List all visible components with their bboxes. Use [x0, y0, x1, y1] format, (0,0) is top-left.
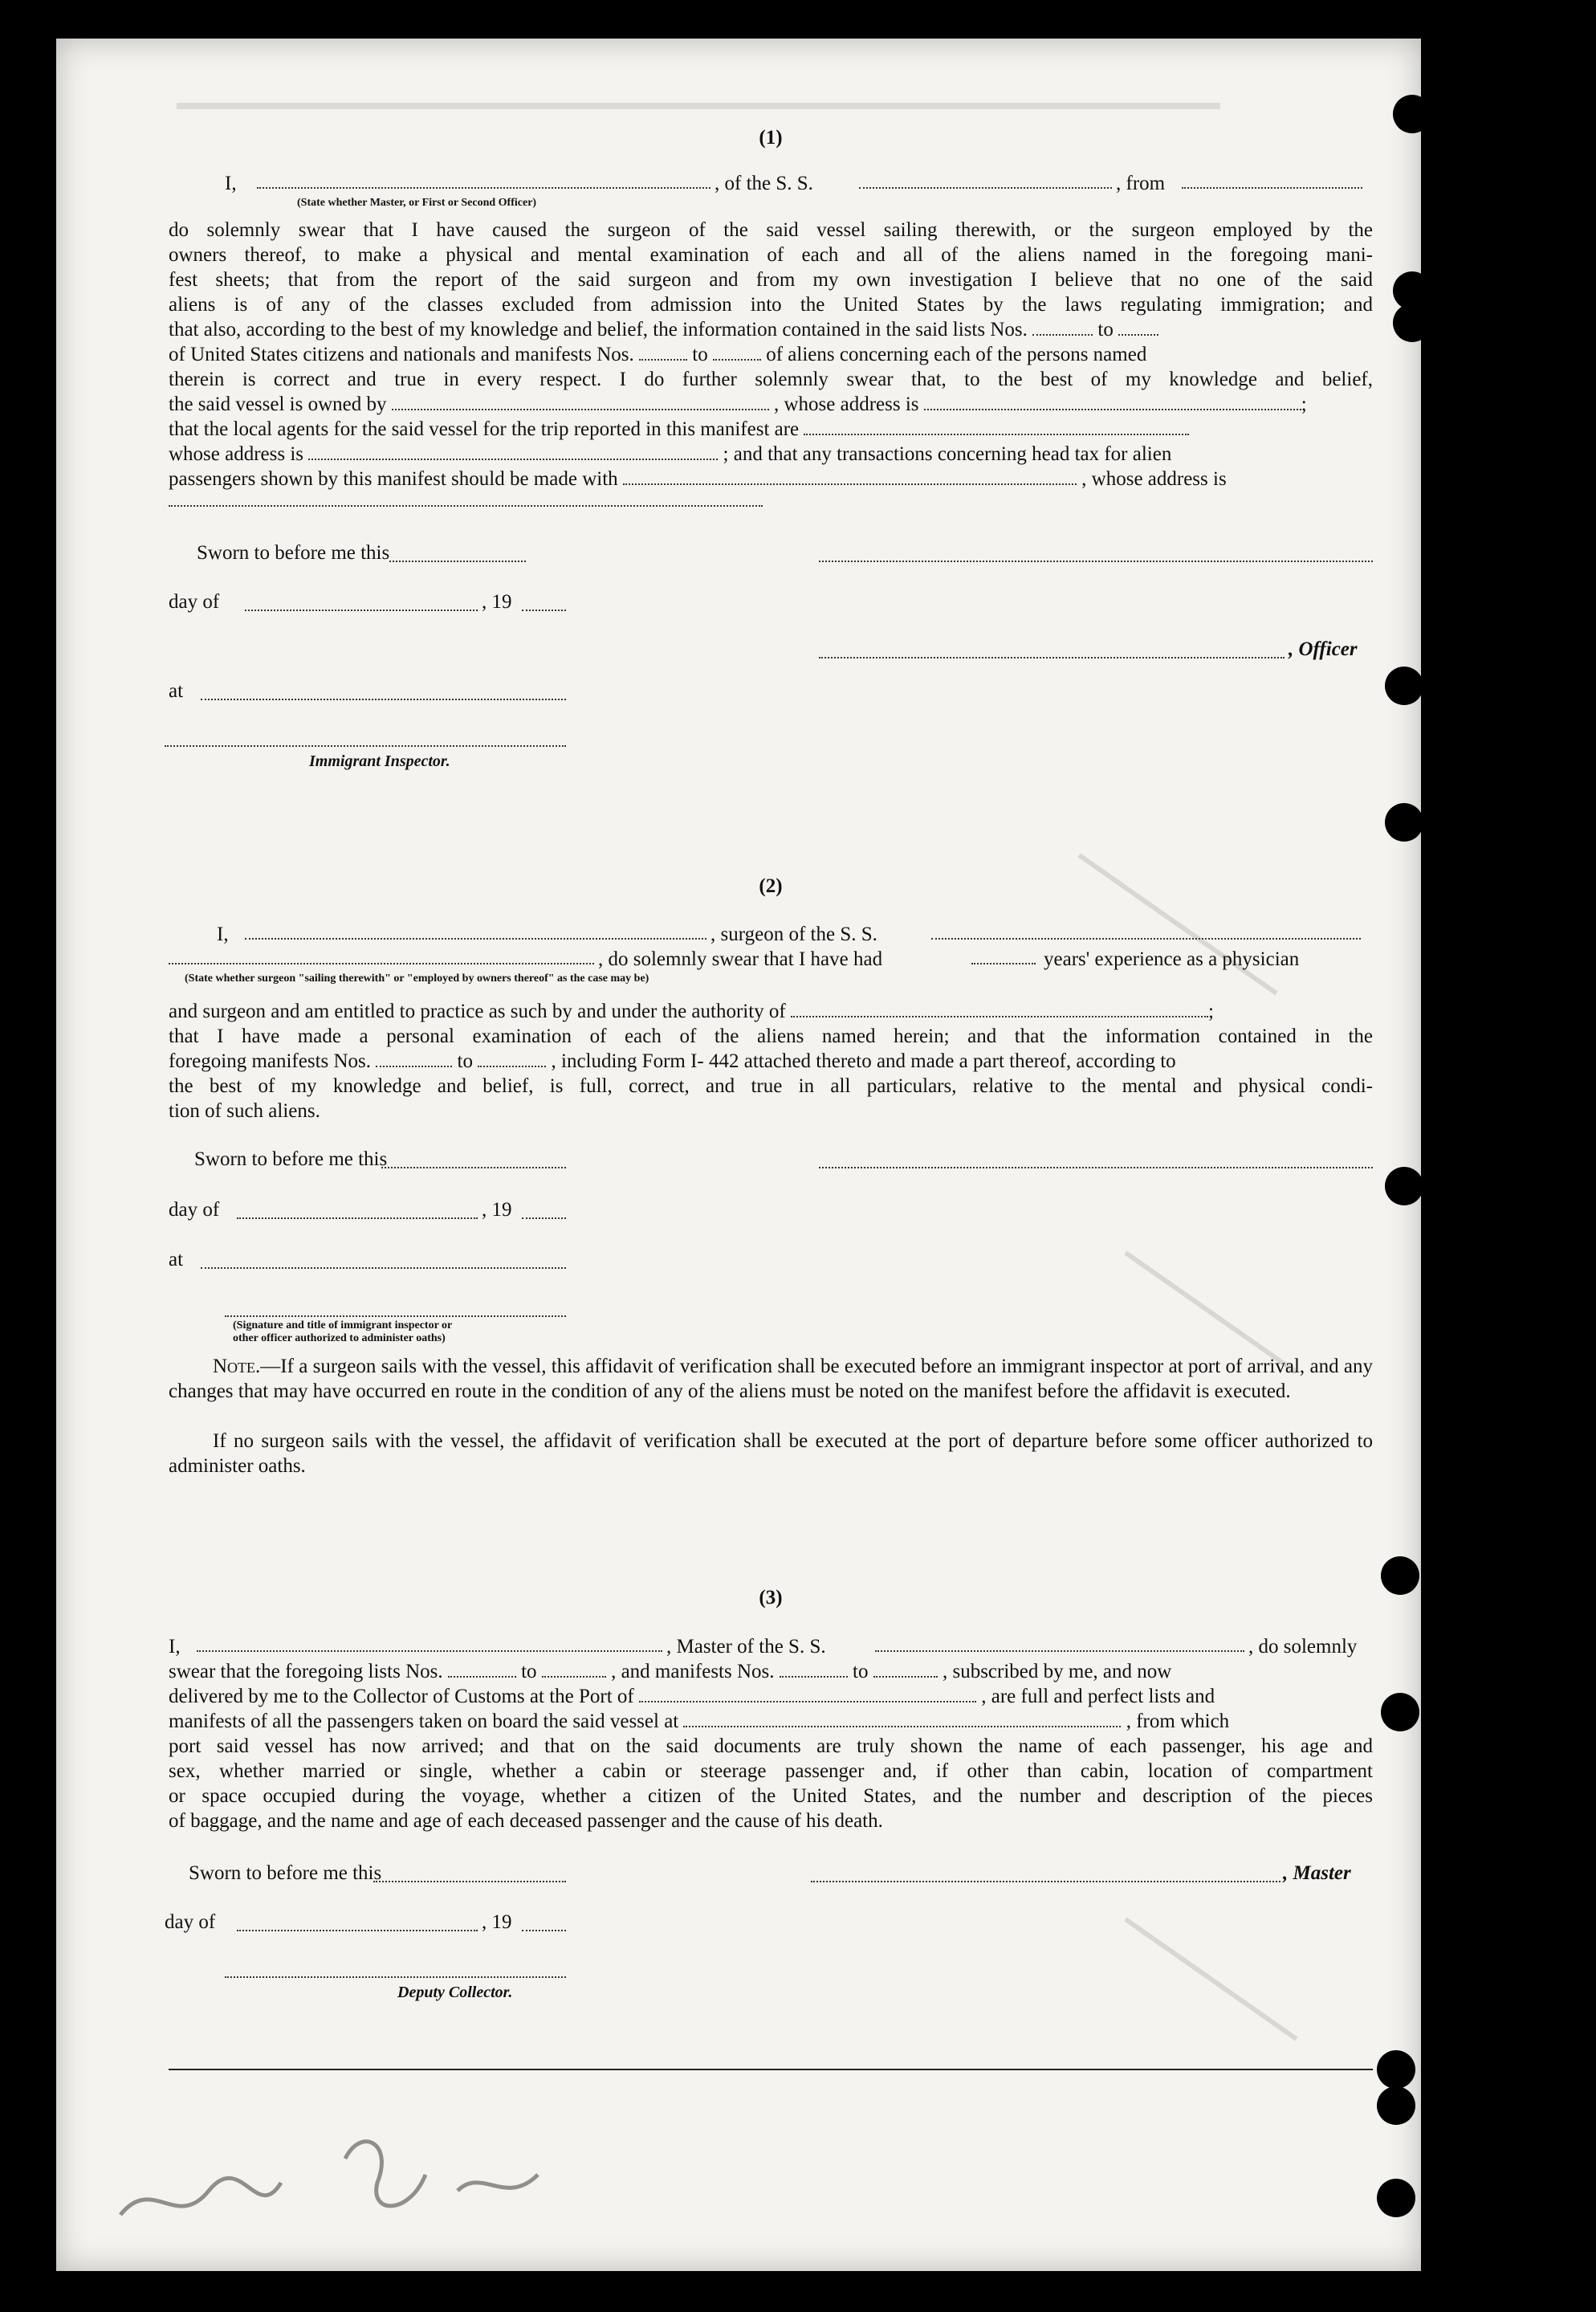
s1-year-label: , 19 [482, 591, 512, 613]
s1-manifests-text: of United States citizens and nationals and manifests Nos. [169, 344, 634, 365]
s2-note: (State whether surgeon "sailing therewith" or "employed by owners thereof" as the case may be) [185, 973, 649, 985]
s3-vessel-blank[interactable] [875, 1634, 1244, 1652]
s1-para-line-lists [169, 317, 1373, 342]
s2-year-label: , 19 [482, 1199, 512, 1221]
s2-status-blank[interactable] [169, 947, 594, 964]
s2-manifests-text: foregoing manifests Nos. [169, 1050, 372, 1072]
s3-deputy-label: Deputy Collector. [397, 1984, 513, 2001]
s3-day-of-label: day of [165, 1911, 216, 1933]
s2-sig-note-1: (Signature and title of immigrant inspector or [233, 1319, 453, 1331]
binder-hole [1381, 1693, 1419, 1731]
bottom-rule [169, 2069, 1373, 2070]
s1-sworn-blank[interactable] [389, 544, 526, 562]
s2-para-line: the best of my knowledge and belief, is full, correct, and true in all particulars, relative to the mental and physical condi- [169, 1075, 1373, 1097]
s1-officer-signature-blank[interactable] [819, 544, 1373, 562]
s3-day-blank[interactable] [237, 1914, 478, 1931]
s1-para-line: owners thereof, to make a physical and mental examination of each and all of the aliens named in the foregoing mani- [169, 244, 1373, 266]
s3-full-lists-text: , are full and perfect lists and [981, 1686, 1215, 1707]
s2-manifests-to-blank[interactable] [478, 1050, 546, 1067]
s1-para-line: fest sheets; that from the report of the said surgeon and from my own investigation I believe that no one of the said [169, 269, 1373, 291]
s1-para-line: do solemnly swear that I have caused the surgeon of the said vessel sailing therewith, or the surgeon employed by the [169, 219, 1373, 241]
s3-para-line: or space occupied during the voyage, whether a citizen of the United States, and the number and description of the pieces [169, 1785, 1373, 1807]
s3-i: I, [169, 1636, 181, 1658]
s1-inspector-blank[interactable] [165, 729, 566, 747]
section-2-number: (2) [759, 875, 783, 897]
s3-manifests-text: , and manifests Nos. [611, 1661, 775, 1682]
s3-taken-line [169, 1709, 1373, 1734]
s2-sworn-blank[interactable] [381, 1151, 566, 1168]
s3-taken-text: manifests of all the passengers taken on board the said vessel at [169, 1711, 679, 1732]
s1-headtax-address-label: , whose address is [1081, 468, 1227, 490]
s3-sworn-label: Sworn to before me this [189, 1862, 382, 1884]
s1-manifests-to-blank[interactable] [713, 343, 761, 361]
s3-port-line [169, 1684, 1373, 1709]
s3-do-solemnly: , do solemnly [1248, 1636, 1358, 1658]
s1-year-blank[interactable] [522, 593, 566, 611]
s2-day-blank[interactable] [237, 1201, 478, 1219]
s3-master-signature-blank[interactable] [811, 1865, 1280, 1882]
s2-years-blank[interactable] [971, 947, 1036, 964]
s1-lists-to-blank[interactable] [1118, 318, 1158, 336]
s3-lists-to-blank[interactable] [542, 1660, 606, 1678]
s1-officer-blank[interactable] [257, 171, 710, 189]
s2-inspector-blank[interactable] [225, 1299, 566, 1317]
s3-manifests-to: to [853, 1661, 869, 1682]
s2-i: I, [217, 924, 229, 945]
s1-at-blank[interactable] [201, 683, 566, 700]
s3-sworn-blank[interactable] [373, 1865, 566, 1882]
s1-sworn-label: Sworn to before me this [197, 542, 390, 564]
s2-authority-blank[interactable] [791, 1000, 1208, 1017]
binder-hole [1385, 803, 1423, 842]
binder-hole [1385, 667, 1423, 705]
s1-agent-address-blank[interactable] [308, 442, 718, 460]
s1-agents-line [169, 417, 1373, 442]
s1-day-blank[interactable] [245, 593, 478, 611]
s1-inspector-label: Immigrant Inspector. [309, 752, 450, 770]
s2-para-line: that I have made a personal examination of each of the aliens named herein; and that the information contained in the [169, 1026, 1373, 1047]
s1-owner-blank[interactable] [392, 393, 769, 410]
note-no-surgeon: If no surgeon sails with the vessel, the affidavit of verification shall be executed at the port of departure before some officer authorized to administer oaths. [169, 1430, 1373, 1477]
s3-lists-to: to [521, 1661, 537, 1682]
s1-lists-text: that also, according to the best of my knowledge and belief, the information contained in the said lists Nos. [169, 319, 1028, 340]
s1-lists-from-blank[interactable] [1032, 318, 1093, 336]
section-3-number: (3) [759, 1587, 783, 1609]
s1-para-line: therein is correct and true in every respect. I do further solemnly swear that, to the best of my knowledge and belief, [169, 369, 1373, 390]
s1-owner-address-blank[interactable] [924, 393, 1301, 410]
s2-day-of-label: day of [169, 1199, 220, 1221]
section-1-number: (1) [759, 127, 783, 149]
s1-headtax-text: ; and that any transactions concerning head tax for alien [723, 443, 1172, 465]
s2-surgeon-name-blank[interactable] [245, 922, 706, 940]
s2-manifests-line [169, 1049, 1373, 1074]
s2-manifests-from-blank[interactable] [376, 1050, 452, 1067]
binder-hole [1393, 95, 1431, 133]
s3-para-line: port said vessel has now arrived; and that on the said documents are truly shown the name of each passenger, his age and [169, 1735, 1373, 1757]
s1-i: I, [225, 173, 237, 194]
s2-at-label: at [169, 1249, 184, 1270]
binder-hole [1393, 304, 1431, 342]
s2-year-blank[interactable] [522, 1201, 566, 1219]
s1-vessel-blank[interactable] [859, 171, 1112, 189]
s3-year-label: , 19 [482, 1911, 512, 1933]
s3-port-blank[interactable] [639, 1685, 976, 1702]
s2-physician-text: years' experience as a physician [1044, 948, 1300, 970]
s1-headtax-blank[interactable] [623, 467, 1077, 485]
s2-para-line: tion of such aliens. [169, 1100, 320, 1122]
s3-master-label: , Master [1283, 1862, 1351, 1884]
s1-lists-to: to [1097, 319, 1114, 340]
binder-hole [1377, 2179, 1415, 2217]
s1-owned-by: the said vessel is owned by [169, 393, 387, 415]
binder-hole [1385, 1167, 1423, 1205]
s3-subscribed-text: , subscribed by me, and now [942, 1661, 1172, 1682]
s3-year-blank[interactable] [522, 1914, 566, 1931]
note-label: Note. [213, 1356, 261, 1377]
binder-hole [1381, 1556, 1419, 1595]
s3-taken-blank[interactable] [683, 1710, 1121, 1727]
bleed-through-mark [1124, 1079, 1418, 1374]
s1-from: , from [1116, 173, 1166, 194]
s3-lists-text: swear that the foregoing lists Nos. [169, 1661, 443, 1682]
s1-note: (State whether Master, or First or Second Officer) [297, 197, 537, 209]
s1-day-of-label: day of [169, 591, 220, 613]
s1-manifests-from-blank[interactable] [639, 343, 687, 361]
s1-headtax-with: passengers shown by this manifest should be made with [169, 468, 618, 490]
s1-agents-text: that the local agents for the said vessel for the trip reported in this manifest are [169, 418, 800, 440]
form-sheet [56, 39, 1421, 2271]
binder-hole [1377, 2050, 1415, 2089]
s2-manifests-rest: , including Form I- 442 attached thereto and made a part thereof, according to [551, 1050, 1176, 1072]
s2-manifests-to: to [457, 1050, 473, 1072]
s1-officer-title-blank[interactable] [819, 641, 1285, 659]
s2-sworn-label: Sworn to before me this [194, 1148, 388, 1170]
note-text: —If a surgeon sails with the vessel, this affidavit of verification shall be executed before an immigrant inspector at port of arrival, and any changes that may have occurred en route in the condition of any of the aliens must be noted on the manifest before the affidavit is executed. [169, 1356, 1373, 1402]
s3-lists-line [169, 1659, 1373, 1684]
note-surgeon-sails [169, 1354, 1373, 1404]
s3-master-of-ss: , Master of the S. S. [666, 1636, 826, 1658]
s1-of-ss: , of the S. S. [715, 173, 813, 194]
s3-port-text: delivered by me to the Collector of Customs at the Port of [169, 1686, 634, 1707]
s3-lists-from-blank[interactable] [448, 1660, 516, 1678]
bleed-through-mark [1077, 656, 1415, 996]
handwritten-signature [104, 2094, 586, 2255]
s3-manifests-to-blank[interactable] [873, 1660, 938, 1678]
s1-manifests-rest: of aliens concerning each of the persons named [766, 344, 1147, 365]
s2-sig-note-2: other officer authorized to administer oaths) [233, 1332, 446, 1344]
s1-agents-blank[interactable] [804, 418, 1189, 435]
s2-authority-text: and surgeon and am entitled to practice as such by and under the authority of [169, 1001, 786, 1022]
s1-owner-line: the said vessel is owned by , whose address is ; [169, 393, 1307, 415]
s1-agent-address-label: whose address is [169, 443, 304, 465]
s1-para-line: aliens is of any of the classes excluded from admission into the United States by the laws regulating immigration; and [169, 294, 1373, 316]
s3-from-which: , from which [1126, 1711, 1230, 1732]
s1-para-line-manifests [169, 342, 1373, 367]
s3-manifests-from-blank[interactable] [780, 1660, 848, 1678]
s3-para-line: of baggage, and the name and age of each deceased passenger and the cause of his death. [169, 1810, 883, 1832]
s2-years-text: , do solemnly swear that I have had [598, 948, 883, 970]
s3-para-line: sex, whether married or single, whether a cabin or steerage passenger and, if other than cabin, location of compartment [169, 1760, 1373, 1782]
s2-at-blank[interactable] [201, 1251, 566, 1269]
s2-vessel-blank[interactable] [931, 922, 1361, 940]
s1-officer-label: , Officer [1289, 638, 1358, 660]
s3-master-name-blank[interactable] [197, 1634, 662, 1652]
s2-authority-line: and surgeon and am entitled to practice as such by and under the authority of ; [169, 1001, 1214, 1022]
binder-hole [1377, 2086, 1415, 2125]
s1-manifests-to: to [692, 344, 708, 365]
s1-at-label: at [169, 680, 184, 702]
s1-headtax-address-blank[interactable] [169, 489, 763, 507]
s2-signature-blank[interactable] [819, 1151, 1373, 1168]
s1-agent-address-line [169, 442, 1373, 467]
s1-owner-address-label: , whose address is [773, 393, 919, 415]
s1-address-line [169, 488, 1373, 513]
s1-from-blank[interactable] [1182, 171, 1362, 189]
s3-deputy-blank[interactable] [225, 1960, 566, 1978]
s2-surgeon-of-ss: , surgeon of the S. S. [710, 924, 877, 945]
